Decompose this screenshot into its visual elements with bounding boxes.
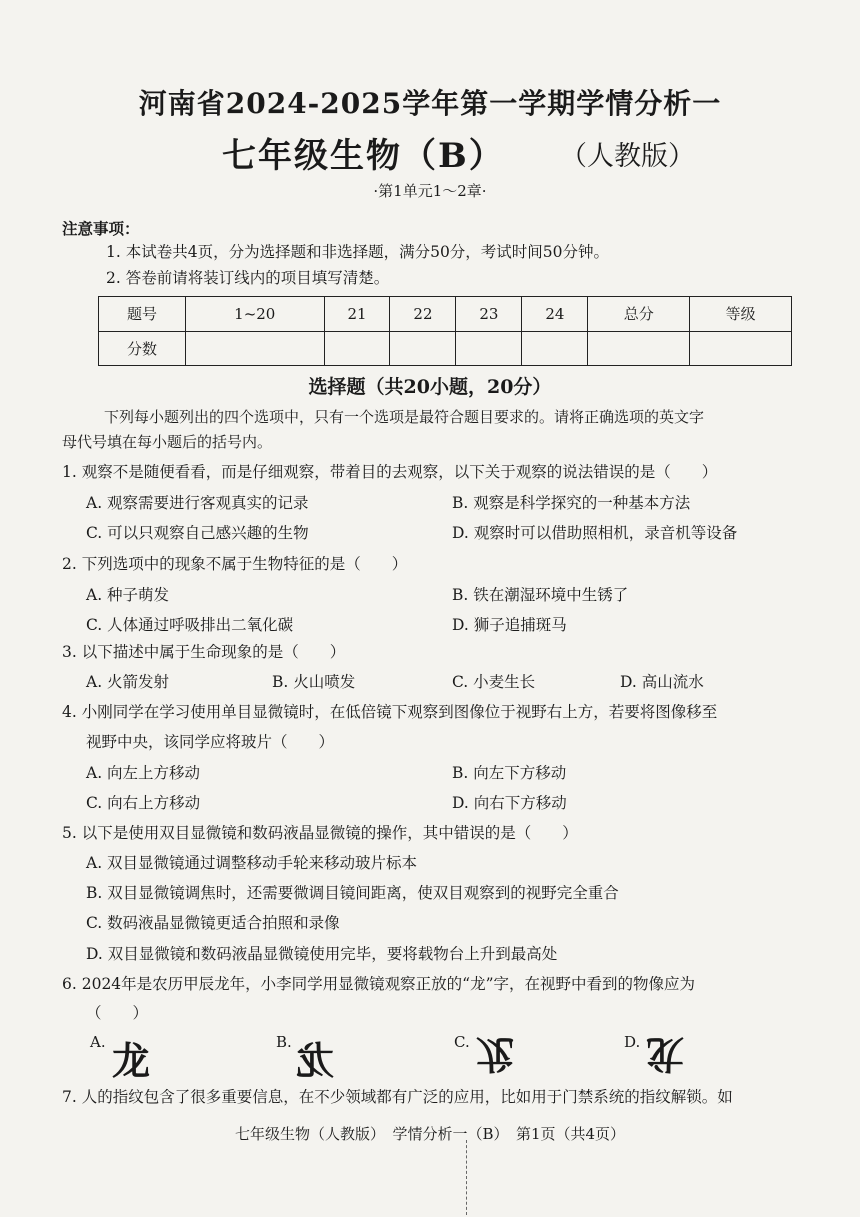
question-4-stem-cont: 视野中央，该同学应将玻片（ ） — [86, 733, 335, 751]
question-3-stem: 3. 以下描述中属于生命现象的是（ ） — [62, 643, 346, 661]
question-2-option-c: C. 人体通过呼吸排出二氧化碳 — [86, 616, 294, 634]
question-2-option-b: B. 铁在潮湿环境中生锈了 — [452, 586, 629, 604]
question-1-option-d: D. 观察时可以借助照相机，录音机等设备 — [452, 524, 738, 542]
score-input-cell[interactable] — [324, 331, 390, 366]
score-input-cell[interactable] — [456, 331, 522, 366]
notes-heading: 注意事项： — [62, 219, 140, 238]
score-table — [98, 296, 792, 366]
score-cell: 总分 — [588, 297, 690, 332]
score-table-header-row — [99, 297, 792, 332]
question-3-option-d: D. 高山流水 — [620, 673, 704, 691]
question-3-option-c: C. 小麦生长 — [452, 673, 536, 691]
score-cell: 等级 — [690, 297, 792, 332]
section-instruction-2: 母代号填在每小题后的括号内。 — [62, 433, 273, 451]
exam-title: 河南省2024-2025学年第一学期学情分析一 — [138, 87, 722, 120]
question-4-stem: 4. 小刚同学在学习使用单目显微镜时，在低倍镜下观察到图像位于视野右上方，若要将图像移至 — [62, 703, 718, 721]
question-6-option-d-glyph: 龙 — [646, 1032, 685, 1077]
question-3-option-b: B. 火山喷发 — [272, 673, 356, 691]
score-cell: 分数 — [99, 331, 186, 366]
question-2-option-d: D. 狮子追捕斑马 — [452, 616, 567, 634]
question-6-option-d-label: D. — [624, 1033, 641, 1051]
score-cell: 题号 — [99, 297, 186, 332]
question-5-option-d: D. 双目显微镜和数码液晶显微镜使用完毕，要将载物台上升到最高处 — [86, 945, 558, 963]
question-1-option-b: B. 观察是科学探究的一种基本方法 — [452, 494, 691, 512]
question-1-stem: 1. 观察不是随便看看，而是仔细观察，带着目的去观察，以下关于观察的说法错误的是（ ） — [62, 463, 718, 481]
question-4-option-a: A. 向左上方移动 — [86, 764, 201, 782]
edition-label: （人教版） — [560, 141, 695, 172]
question-5-option-a: A. 双目显微镜通过调整移动手轮来移动玻片标本 — [86, 854, 418, 872]
question-6-option-c-glyph: 龙 — [476, 1032, 515, 1077]
question-1-option-a: A. 观察需要进行客观真实的记录 — [86, 494, 309, 512]
question-6-option-b-glyph: 龙 — [296, 1038, 335, 1083]
score-cell: 22 — [390, 297, 456, 332]
question-5-option-c: C. 数码液晶显微镜更适合拍照和录像 — [86, 914, 340, 932]
section-instruction-1: 下列每小题列出的四个选项中，只有一个选项是最符合题目要求的。请将正确选项的英文字 — [104, 408, 705, 426]
score-cell: 1~20 — [186, 297, 325, 332]
score-input-cell[interactable] — [390, 331, 456, 366]
notes-item-1: 1. 本试卷共4页，分为选择题和非选择题，满分50分，考试时间50分钟。 — [106, 243, 610, 261]
question-1-option-c: C. 可以只观察自己感兴趣的生物 — [86, 524, 309, 542]
question-5-option-b: B. 双目显微镜调焦时，还需要微调目镜间距离，使双目观察到的视野完全重合 — [86, 884, 619, 902]
question-6-option-a-glyph: 龙 — [112, 1038, 151, 1083]
question-3-option-a: A. 火箭发射 — [86, 673, 170, 691]
question-7-stem: 7. 人的指纹包含了很多重要信息，在不少领域都有广泛的应用，比如用于门禁系统的指纹解锁。如 — [62, 1088, 733, 1106]
question-6-option-c-label: C. — [454, 1033, 470, 1051]
section-title: 选择题（共20小题，20分） — [308, 376, 552, 398]
score-input-cell[interactable] — [522, 331, 588, 366]
question-6-stem-cont: （ ） — [86, 1004, 149, 1022]
question-6-option-b-label: B. — [276, 1033, 292, 1051]
question-4-option-c: C. 向右上方移动 — [86, 794, 201, 812]
question-2-stem: 2. 下列选项中的现象不属于生物特征的是（ ） — [62, 555, 408, 573]
score-input-cell[interactable] — [186, 331, 325, 366]
score-cell: 24 — [522, 297, 588, 332]
notes-item-2: 2. 答卷前请将装订线内的项目填写清楚。 — [106, 269, 390, 287]
question-5-stem: 5. 以下是使用双目显微镜和数码液晶显微镜的操作，其中错误的是（ ） — [62, 824, 578, 842]
score-cell: 23 — [456, 297, 522, 332]
score-input-cell[interactable] — [690, 331, 792, 366]
question-4-option-d: D. 向右下方移动 — [452, 794, 567, 812]
page-footer: 七年级生物（人教版） 学情分析一（B） 第1页（共4页） — [234, 1125, 626, 1143]
unit-subtitle: ·第1单元1～2章· — [373, 182, 487, 200]
score-table-score-row — [99, 331, 792, 366]
subject-title: 七年级生物（B） — [222, 136, 505, 176]
question-6-stem: 6. 2024年是农历甲辰龙年，小李同学用显微镜观察正放的“龙”字，在视野中看到的物像应为 — [62, 975, 696, 993]
fold-line — [466, 1140, 467, 1215]
score-input-cell[interactable] — [588, 331, 690, 366]
score-cell: 21 — [324, 297, 390, 332]
question-4-option-b: B. 向左下方移动 — [452, 764, 567, 782]
question-2-option-a: A. 种子萌发 — [86, 586, 170, 604]
question-6-option-a-label: A. — [90, 1033, 106, 1051]
